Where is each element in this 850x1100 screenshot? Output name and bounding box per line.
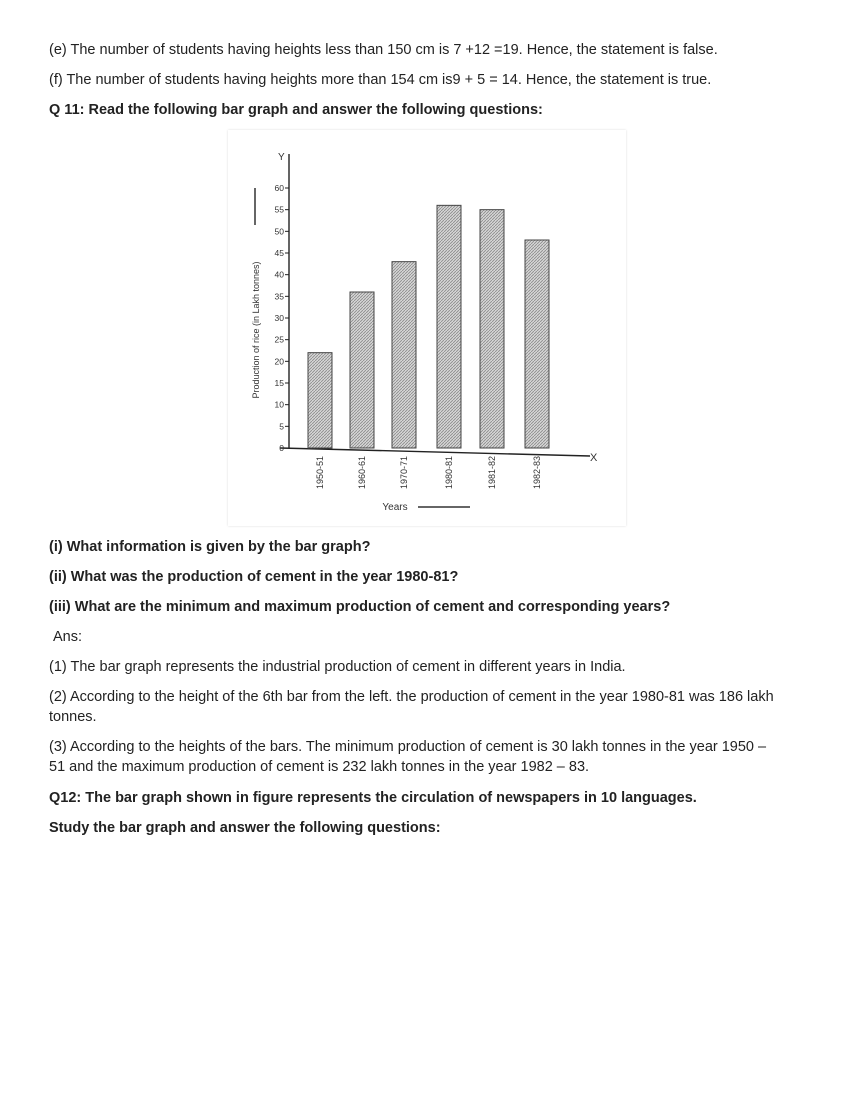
bar-1980-81 <box>437 205 461 448</box>
y-tick-label-25: 25 <box>274 334 284 345</box>
y-tick-label-30: 30 <box>274 313 284 323</box>
bar-1950-51 <box>308 353 332 448</box>
statement-e: (e) The number of students having heights less than 150 cm is 7 +12 =19. Hence, the statement is false. <box>49 42 718 58</box>
answer-2-line-2: tonnes. <box>49 709 97 725</box>
chart-bars <box>308 205 549 448</box>
x-axis-tick-labels <box>315 456 542 489</box>
answer-heading: Ans: <box>53 629 83 645</box>
x-axis-letter: X <box>590 452 598 464</box>
answer-1: (1) The bar graph represents the industrial production of cement in different years in India. <box>49 659 626 675</box>
bar-1960-61 <box>350 292 374 448</box>
y-axis-label: Production of rice (in Lakh tonnes) <box>251 261 261 399</box>
x-tick-label-1982-83: 1982-83 <box>532 456 542 490</box>
x-tick-label-1960-61: 1960-61 <box>357 456 367 490</box>
y-axis-ticks <box>275 183 289 453</box>
x-tick-label-1950-51: 1950-51 <box>315 456 325 490</box>
answer-3-line-1: (3) According to the heights of the bars. The minimum production of cement is 30 lakh tonnes in the year 1950 – <box>49 739 767 755</box>
x-tick-label-1980-81: 1980-81 <box>444 456 454 490</box>
x-axis-line <box>280 448 590 456</box>
question-iii: (iii) What are the minimum and maximum production of cement and corresponding years? <box>49 599 671 615</box>
rice-production-bar-chart <box>228 130 626 526</box>
y-tick-label-10: 10 <box>274 399 284 410</box>
answer-3-line-2: 51 and the maximum production of cement is 232 lakh tonnes in the year 1982 – 83. <box>49 759 590 775</box>
question-11-title: Q 11: Read the following bar graph and answer the following questions: <box>49 102 543 118</box>
y-tick-label-35: 35 <box>274 291 284 302</box>
bar-1981-82 <box>480 210 504 448</box>
question-i: (i) What information is given by the bar graph? <box>49 539 371 555</box>
y-tick-label-45: 45 <box>274 248 284 258</box>
y-tick-label-50: 50 <box>274 226 284 237</box>
y-tick-label-0: 0 <box>279 443 284 453</box>
bar-1982-83 <box>525 240 549 448</box>
x-tick-label-1981-82: 1981-82 <box>487 456 497 490</box>
question-ii: (ii) What was the production of cement in the year 1980-81? <box>49 569 459 585</box>
statement-f: (f) The number of students having heights more than 154 cm is9 + 5 = 14. Hence, the statement is true. <box>49 72 712 88</box>
x-tick-label-1970-71: 1970-71 <box>399 456 409 490</box>
y-tick-label-60: 60 <box>274 183 284 193</box>
y-tick-label-55: 55 <box>274 204 284 215</box>
answer-2-line-1: (2) According to the height of the 6th bar from the left. the production of cement in the year 1980-81 was 186 lakh <box>49 689 774 705</box>
x-axis-label: Years <box>382 502 408 513</box>
question-12-title: Q12: The bar graph shown in figure represents the circulation of newspapers in 10 languages. <box>49 790 697 806</box>
y-tick-label-20: 20 <box>274 356 284 367</box>
bar-graph-figure <box>228 130 626 526</box>
bar-1970-71 <box>392 262 416 448</box>
y-axis-letter: Y <box>278 152 285 163</box>
y-tick-label-40: 40 <box>274 269 284 280</box>
y-tick-label-5: 5 <box>279 421 284 432</box>
question-12-instruction: Study the bar graph and answer the following questions: <box>49 820 441 836</box>
y-tick-label-15: 15 <box>274 378 284 388</box>
